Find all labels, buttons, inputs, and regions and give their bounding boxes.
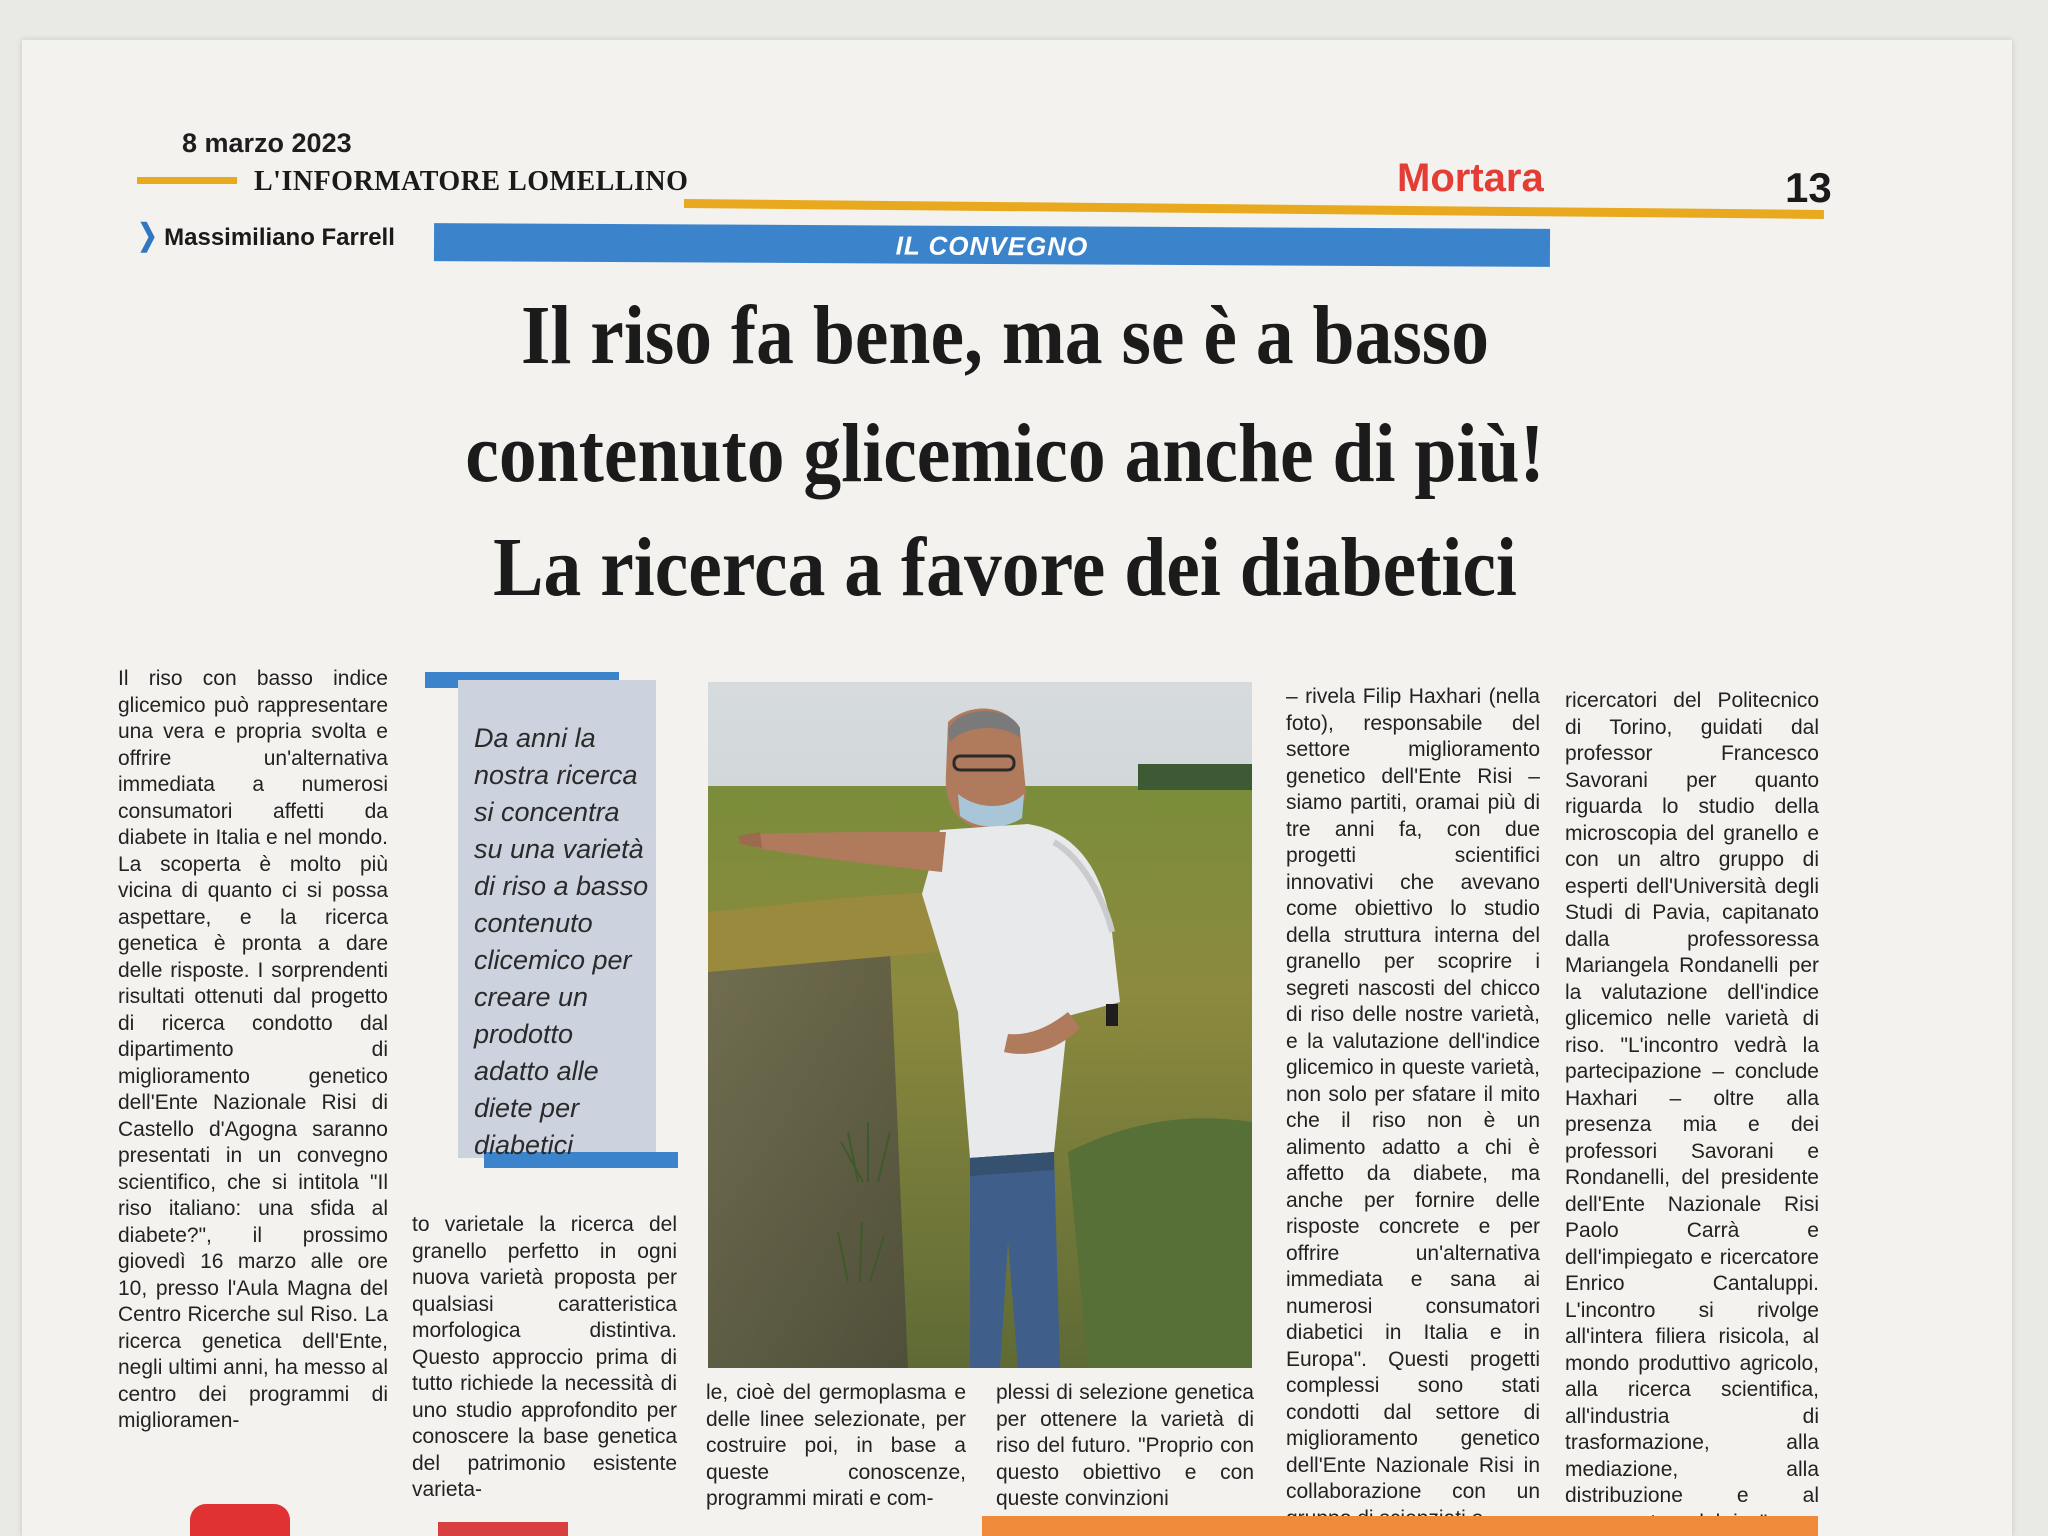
article-photo [708,682,1252,1368]
newspaper-masthead: L'INFORMATORE LOMELLINO [254,166,689,197]
issue-date: 8 marzo 2023 [182,128,352,158]
header-rule-left [137,177,237,184]
headline-line-1: Il riso fa bene, ma se è a basso [520,289,1490,382]
article-column-5: – rivela Filip Haxhari (nella foto), responsabile del settore miglioramento genetico dell'Ente Risi – siamo partiti, oramai più di tre anni fa, con due progetti scientifici innovativi che avevano come obiettivo lo studio della struttura interna del granello per scoprire i segreti nascosti del chicco di riso delle nostre varietà, e la valutazione dell'indice glicemico in queste varietà, non solo per sfatare il mito che il riso non è un alimento adatto a chi è affetto da diabete, ma anche per fornire delle risposte concrete e per offrire un'alternativa immediata e sana ai numerosi consumatori diabetici in Italia e in Europa". Questi progetti complessi sono stati condotti dal settore di miglioramento genetico dell'Ente Nazionale Risi in collaborazione con un [1286,685,1540,1503]
pull-quote: Da anni la nostra ricerca si concentra su una varietà di riso a basso contenuto clicemico per creare un prodotto adatto alle diete per diabetici [474,723,649,1160]
headline-line-3: La ricerca a favore dei diabetici [493,521,1517,614]
headline-line-2: contenuto glicemico anche di più! [465,407,1545,500]
author-name: Massimiliano Farrell [164,224,395,251]
advert-red-shape [190,1504,290,1536]
chevron-right-icon: ❯ [137,219,158,252]
article-column-2: to varietale la ricerca del granello perfetto in ogni nuova varietà proposta per qualsiasi caratteristica morfologica distintiva. Questo approccio prima di tutto richiede la necessità di uno studio approfondito per conoscere la base genetica del patrimonio esistente varieta- [412,1213,677,1501]
article-column-4: plessi di selezione genetica per ottenere la varietà di riso del futuro. "Proprio con questo obiettivo e con queste convinzioni [996,1381,1254,1510]
section-name: Mortara [1397,156,1544,200]
article-column-1: Il riso con basso indice glicemico può rappresentare una vera e propria svolta e offrire un'alternativa immediata a numerosi consumatori affetti da diabete in Italia e nel mondo. La scoperta è molto più vicina di quanto ci si possa aspettare, e la ricerca genetica è pronta a dare delle risposte. I sorprendenti risultati ottenuti dal progetto di ricerca condotto dal dipartimento di miglioramento genetico dell'Ente Nazionale Risi di Castello d'Agogna saranno presentati in un convegno scientifico, che si intitola "Il riso italiano: una sfida al diabete?", il prossimo giovedì 16 marzo alle ore 10, presso l'Aula Magna del Centro Ricerche sul Riso. La ricerca genetica dell'Ente, negli ultimi anni, ha messo al centro dei programmi di miglioramen- [118,667,388,1432]
advert-red-strip [438,1522,568,1536]
article-column-6: ricercatori del Politecnico di Torino, guidati dal professor Francesco Savorani per quanto riguarda lo studio della microscopia del granello e con un altro gruppo di esperti dell'Università degli Studi di Pavia, capitanato dalla professoressa Mariangela Rondanelli per la valutazione dell'indice glicemico nelle varietà di riso. "L'incontro vedrà la partecipazione – conclude Haxhari – oltre alla presenza mia e dei professori Savorani e Rondanelli, del presidente dell'Ente Nazionale Risi Paolo Carrà e dell'impiegato e ricercatore Enrico Cantaluppi. L'incontro si rivolge all'intera filiera risicola, al mondo produttivo agricolo, alla ricerca scientifica, all'industria di trasformazione, alla mediazione, alla distribuzione e al [1565,689,1819,1507]
kicker-bar [434,223,1550,267]
author-byline [135,218,395,253]
page-number: 13 [1785,164,1832,211]
advert-orange-banner [982,1516,1818,1536]
article-kicker: IL CONVEGNO [895,230,1089,262]
photo-man-in-rice-field [708,682,1252,1368]
article-column-3: le, cioè del germoplasma e delle linee selezionate, per costruire poi, in base a queste conoscenze, programmi mirati e com- [706,1381,966,1510]
